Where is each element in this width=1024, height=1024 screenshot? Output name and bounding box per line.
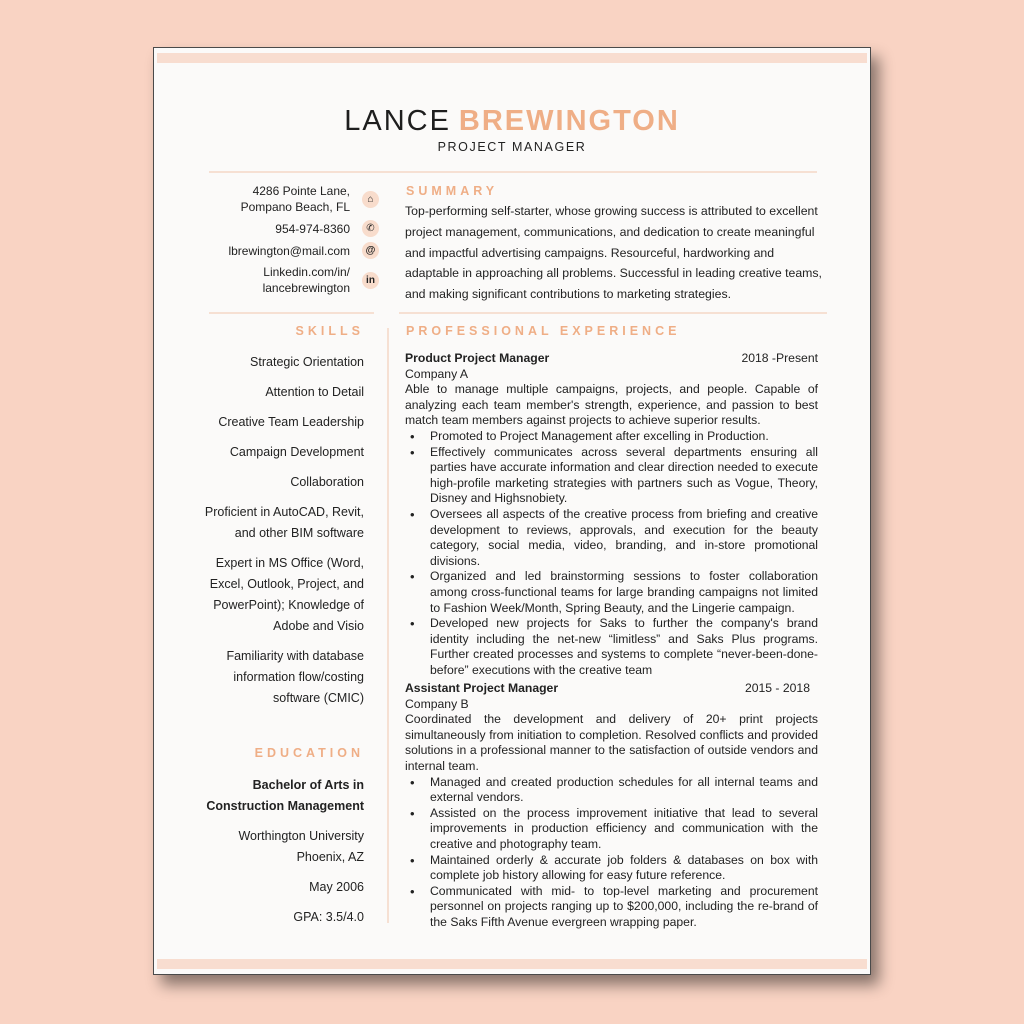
skill-item: Creative Team Leadership	[218, 415, 364, 429]
summary-heading: SUMMARY	[406, 184, 499, 198]
education-block	[194, 775, 364, 928]
job-header	[405, 681, 818, 697]
skill-item: Familiarity with database information flow/costing software (CMIC)	[226, 649, 364, 705]
bullet-item: • Oversees all aspects of the creative process from briefing and creative development to reviews, approvals, and execution for the beauty category, social media, video, branding, and in-store promotional divisions.	[405, 507, 818, 569]
experience-heading: PROFESSIONAL EXPERIENCE	[406, 324, 681, 338]
job-entry	[405, 681, 818, 931]
degree: Bachelor of Arts in Construction Management	[206, 778, 364, 813]
graduation-date: May 2006	[309, 880, 364, 894]
summary-divider	[399, 312, 827, 314]
summary-text: Top-performing self-starter, whose growing success is attributed to excellent project management, communications, and dedication to create meaningful and impactful advertising campaigns. Resourceful, hardworking and adaptable in approaching all problems. Successful in leading creative teams, and making significant contributions to marketing strategies.	[405, 204, 822, 302]
contact-divider	[209, 312, 374, 314]
email-icon: @	[362, 242, 379, 259]
skill-item: Proficient in AutoCAD, Revit, and other BIM software	[204, 505, 364, 540]
job-title: Product Project Manager	[405, 351, 550, 365]
contact-address	[209, 183, 379, 215]
phone-text[interactable]: 954-974-8360	[275, 221, 350, 236]
candidate-name	[154, 104, 870, 138]
contact-block	[209, 183, 379, 301]
email-text[interactable]: lbrewington@mail.com	[228, 243, 350, 258]
contact-email	[209, 242, 379, 259]
linkedin-icon: in	[362, 272, 379, 289]
header-divider	[209, 171, 817, 173]
bullet-item: • Managed and created production schedules for all internal teams and external vendors.	[405, 775, 818, 806]
column-divider	[387, 328, 389, 923]
top-accent-band	[157, 53, 867, 63]
job-dates: 2015 - 2018	[744, 681, 810, 695]
resume-header	[154, 104, 870, 154]
bullet-item: • Developed new projects for Saks to further the company's brand identity including the net-new “limitless” and Saks Plus programs. Further created processes and systems to complete “never-been-done-before” executions with the creative team	[405, 616, 818, 678]
bullet-item: • Organized and led brainstorming sessions to foster collaboration among cross-functional teams for large branding campaigns not limited to Fashion Week/Month, Spring Beauty, and the Lingerie campaign.	[405, 569, 818, 616]
contact-linkedin	[209, 264, 379, 296]
linkedin-text[interactable]: Linkedin.com/in/ lancebrewington	[262, 265, 350, 295]
skills-heading: SKILLS	[295, 324, 364, 338]
bullet-item: • Effectively communicates across several departments ensuring all parties have accurate information and clear direction needed to execute high-profile marketing strategies with partners such as Vogue, Theory, Disney and Highsnobiety.	[405, 445, 818, 507]
bullet-item: • Promoted to Project Management after excelling in Production.	[405, 429, 818, 445]
bullet-item: • Maintained orderly & accurate job folders & databases on box with complete job history allowing for easy future reference.	[405, 853, 818, 884]
school: Worthington University Phoenix, AZ	[238, 829, 364, 864]
job-description: Coordinated the development and delivery of 20+ print projects simultaneously from initiation to completion. Resolved conflicts and provided solutions in a professional manner to the satisfaction of outside vendors and internal team.	[405, 712, 818, 773]
skill-item: Collaboration	[290, 475, 364, 489]
job-entry	[405, 351, 818, 678]
skill-item: Campaign Development	[229, 445, 364, 459]
job-title: Assistant Project Manager	[405, 681, 559, 695]
home-icon: ⌂	[362, 191, 379, 208]
address-text: 4286 Pointe Lane, Pompano Beach, FL	[240, 184, 350, 214]
first-name: LANCE	[344, 105, 451, 137]
job-header	[405, 351, 818, 367]
job-role: PROJECT MANAGER	[437, 140, 587, 154]
bottom-accent-band	[157, 959, 867, 969]
skill-item: Strategic Orientation	[250, 355, 364, 369]
company-name: Company A	[405, 366, 469, 381]
education-heading: EDUCATION	[254, 746, 364, 760]
skill-item: Expert in MS Office (Word, Excel, Outlook, Project, and PowerPoint); Knowledge of Adobe and Visio	[209, 556, 364, 633]
contact-phone	[209, 220, 379, 237]
job-bullets	[405, 775, 818, 931]
job-bullets	[405, 429, 818, 679]
job-description: Able to manage multiple campaigns, projects, and people. Capable of analyzing each team member's strength, experience, and passion to best match team members against projects to achieve superior results.	[405, 382, 818, 428]
gpa: GPA: 3.5/4.0	[293, 910, 364, 924]
bullet-item: • Assisted on the process improvement initiative that lead to several improvements in production efficiency and communication with the creative and photography team.	[405, 806, 818, 853]
resume-page	[153, 47, 871, 975]
phone-icon: ✆	[362, 220, 379, 237]
company-name: Company B	[405, 696, 469, 711]
job-dates: 2018 -Present	[741, 351, 818, 365]
skill-item: Attention to Detail	[265, 385, 364, 399]
last-name: BREWINGTON	[458, 105, 680, 137]
skills-list	[194, 352, 364, 718]
bullet-item: • Communicated with mid- to top-level marketing and procurement personnel on projects ranging up to $200,000, including the re-brand of the Saks Fifth Avenue evergreen wrapping paper.	[405, 884, 818, 931]
